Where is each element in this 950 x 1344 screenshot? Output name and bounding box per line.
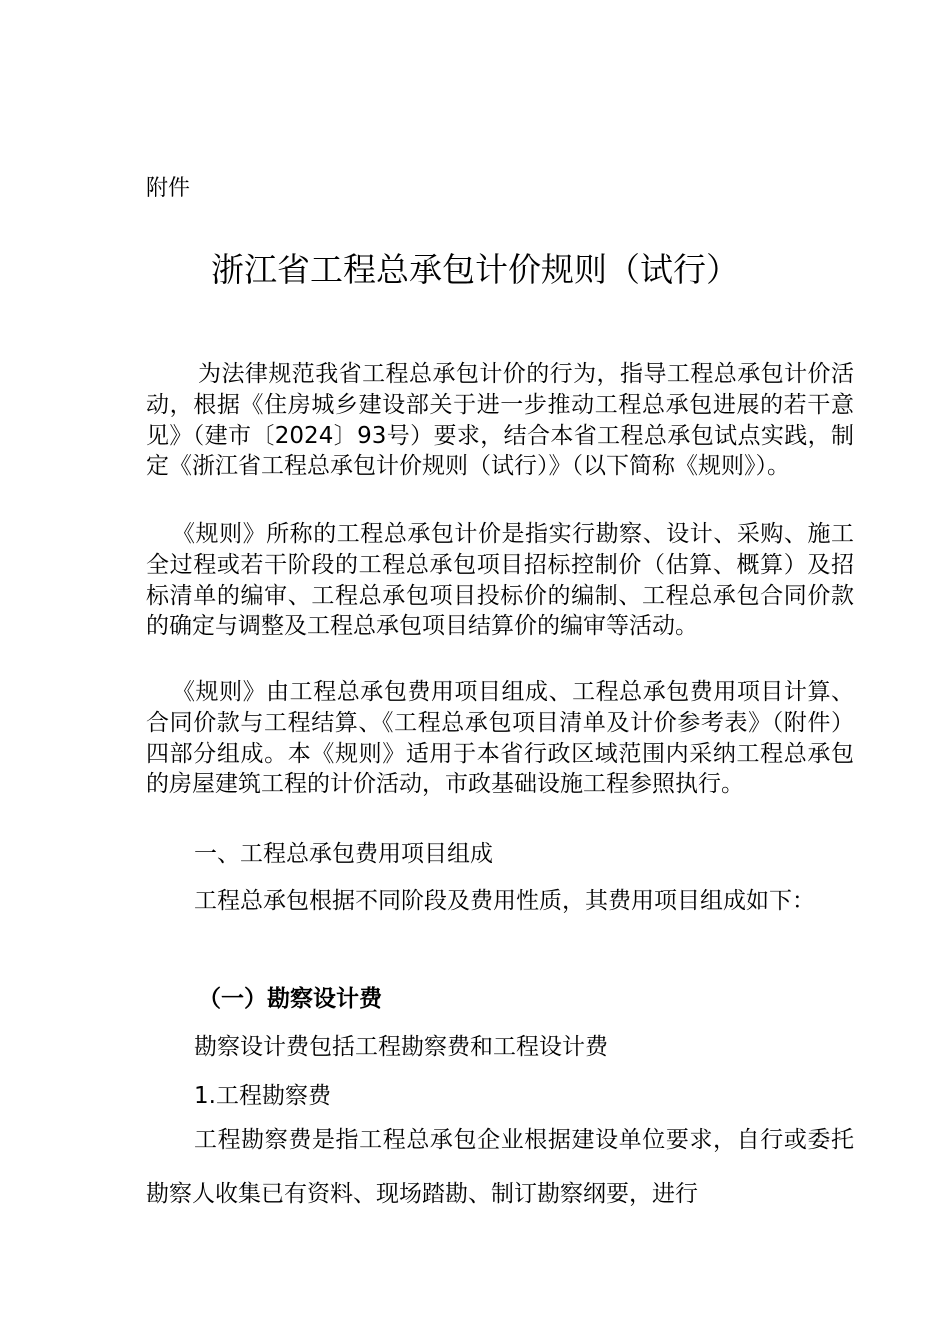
intro-paragraph: 《规则》所称的工程总承包计价是指实行勘察、设计、采购、施工全过程或若干阶段的工程总承包项目招标控制价（估算、概算）及招标清单的编审、工程总承包项目投标价的编制、工程总承包合同价款的确定与调整及工程总承包项目结算价的编审等活动。 — [146, 521, 854, 640]
subsection-heading: （一）勘察设计费 — [198, 986, 382, 1012]
item-heading: 1.工程勘察费 — [194, 1083, 331, 1109]
item-paragraph: 工程勘察费是指工程总承包企业根据建设单位要求，自行或委托勘察人收集已有资料、现场踏勘、制订勘察纲要，进行 — [146, 1127, 854, 1207]
attachment-label: 附件 — [146, 176, 191, 201]
intro-paragraph: 为法律规范我省工程总承包计价的行为，指导工程总承包计价活动，根据《住房城乡建设部关于进一步推动工程总承包进展的若干意见》（建市〔2024〕93号）要求，结合本省工程总承包试点实践，制定《浙江省工程总承包计价规则（试行）》（以下简称《规则》）。 — [146, 361, 854, 480]
intro-paragraph: 《规则》由工程总承包费用项目组成、工程总承包费用项目计算、合同价款与工程结算、《工程总承包项目清单及计价参考表》（附件）四部分组成。本《规则》适用于本省行政区域范围内采纳工程总承包的房屋建筑工程的计价活动，市政基础设施工程参照执行。 — [146, 679, 854, 798]
document-title: 浙江省工程总承包计价规则（试行） — [211, 250, 739, 289]
section-intro-paragraph: 工程总承包根据不同阶段及费用性质，其费用项目组成如下： — [194, 888, 815, 914]
section-heading: 一、工程总承包费用项目组成 — [194, 841, 493, 867]
subsection-description: 勘察设计费包括工程勘察费和工程设计费 — [194, 1034, 608, 1060]
